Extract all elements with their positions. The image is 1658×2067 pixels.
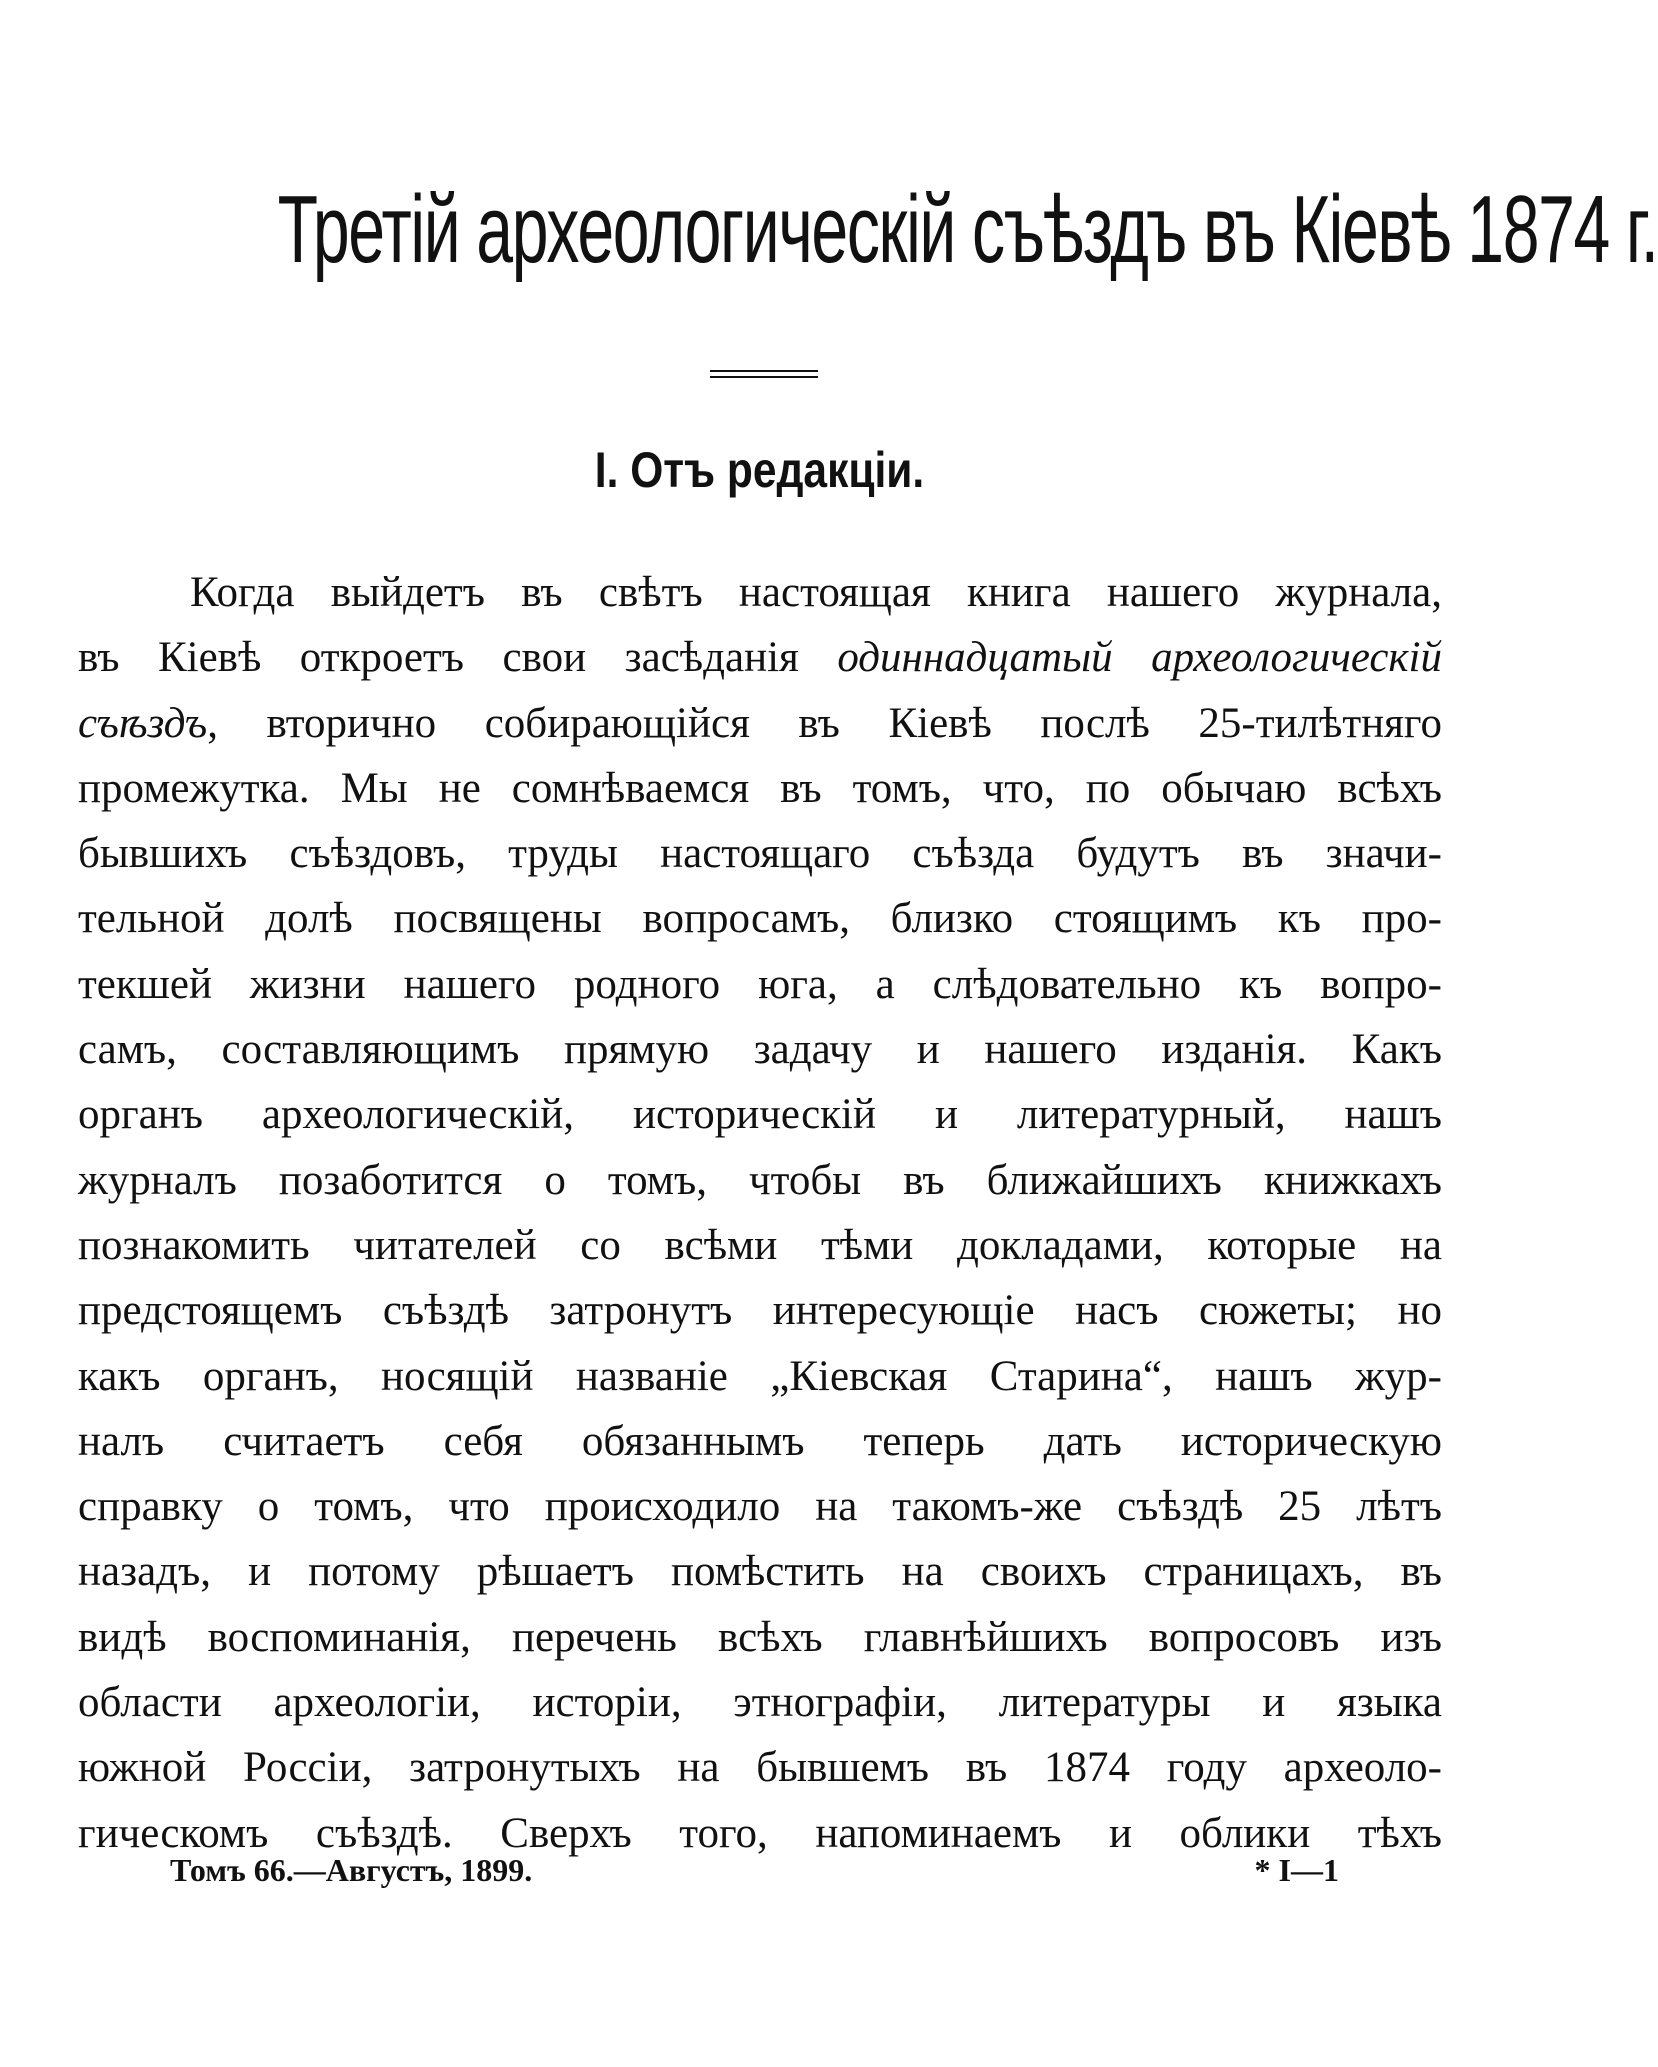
divider-line-bottom: [710, 376, 818, 378]
text-run: въ Кіевѣ откроетъ свои засѣданія: [78, 634, 838, 682]
text-line: видѣ воспоминанія, перечень всѣхъ главнѣйшихъ вопросовъ изъ: [78, 1613, 1442, 1661]
text-line: гическомъ съѣздѣ. Сверхъ того, напоминаемъ и облики тѣхъ: [78, 1809, 1442, 1857]
text-line: журналъ позаботится о томъ, чтобы въ ближайшихъ книжкахъ: [78, 1156, 1442, 1204]
text-line: области археологіи, исторіи, этнографіи, литературы и языка: [78, 1679, 1442, 1727]
text-line: текшей жизни нашего родного юга, а слѣдовательно къ вопро-: [78, 960, 1442, 1008]
text-line: назадъ, и потому рѣшаетъ помѣстить на своихъ страницахъ, въ: [78, 1548, 1442, 1596]
text-line: самъ, составляющимъ прямую задачу и нашего изданія. Какъ: [78, 1026, 1442, 1074]
italic-text: съѣздъ: [78, 699, 208, 747]
section-heading: I. Отъ редакціи.: [594, 442, 925, 498]
divider-line-top: [710, 370, 818, 372]
text-line: познакомить читателей со всѣми тѣми докладами, которые на: [78, 1221, 1442, 1269]
italic-text: одиннадцатый археологическій: [837, 634, 1442, 682]
text-line: предстоящемъ съѣздѣ затронутъ интересующіе насъ сюжеты; но: [78, 1287, 1442, 1335]
text-line: Когда выйдетъ въ свѣтъ настоящая книга нашего журнала,: [190, 569, 1442, 616]
title-divider: [710, 370, 818, 382]
text-line: справку о томъ, что происходило на такомъ-же съѣздѣ 25 лѣтъ: [78, 1483, 1442, 1531]
text-line: тельной долѣ посвящены вопросамъ, близко стоящимъ къ про-: [78, 895, 1442, 943]
text-line: органъ археологическій, историческій и литературный, нашъ: [78, 1091, 1442, 1139]
text-line: какъ органъ, носящій названіе „Кіевская Старина“, нашъ жур-: [78, 1352, 1442, 1400]
text-line: южной Россіи, затронутыхъ на бывшемъ въ 1874 году археоло-: [78, 1744, 1442, 1792]
text-line: налъ считаетъ себя обязаннымъ теперь дать историческую: [78, 1417, 1442, 1465]
text-run: , вторично собирающійся въ Кіевѣ послѣ 25-тилѣтняго: [207, 699, 1442, 747]
text-line: бывшихъ съѣздовъ, труды настоящаго съѣзда будутъ въ значи-: [78, 830, 1442, 878]
volume-info: Томъ 66.—Августъ, 1899.: [170, 1852, 533, 1888]
page-title: Третій археологическій съѣздъ въ Кіевѣ 1874 г.: [277, 176, 1658, 283]
body-paragraph: [78, 560, 1442, 1866]
text-line: промежутка. Мы не сомнѣваемся въ томъ, что, по обычаю всѣхъ: [78, 764, 1442, 812]
signature-mark: * I—1: [1254, 1852, 1339, 1888]
text-line: [78, 625, 1442, 690]
text-line: [78, 691, 1442, 756]
